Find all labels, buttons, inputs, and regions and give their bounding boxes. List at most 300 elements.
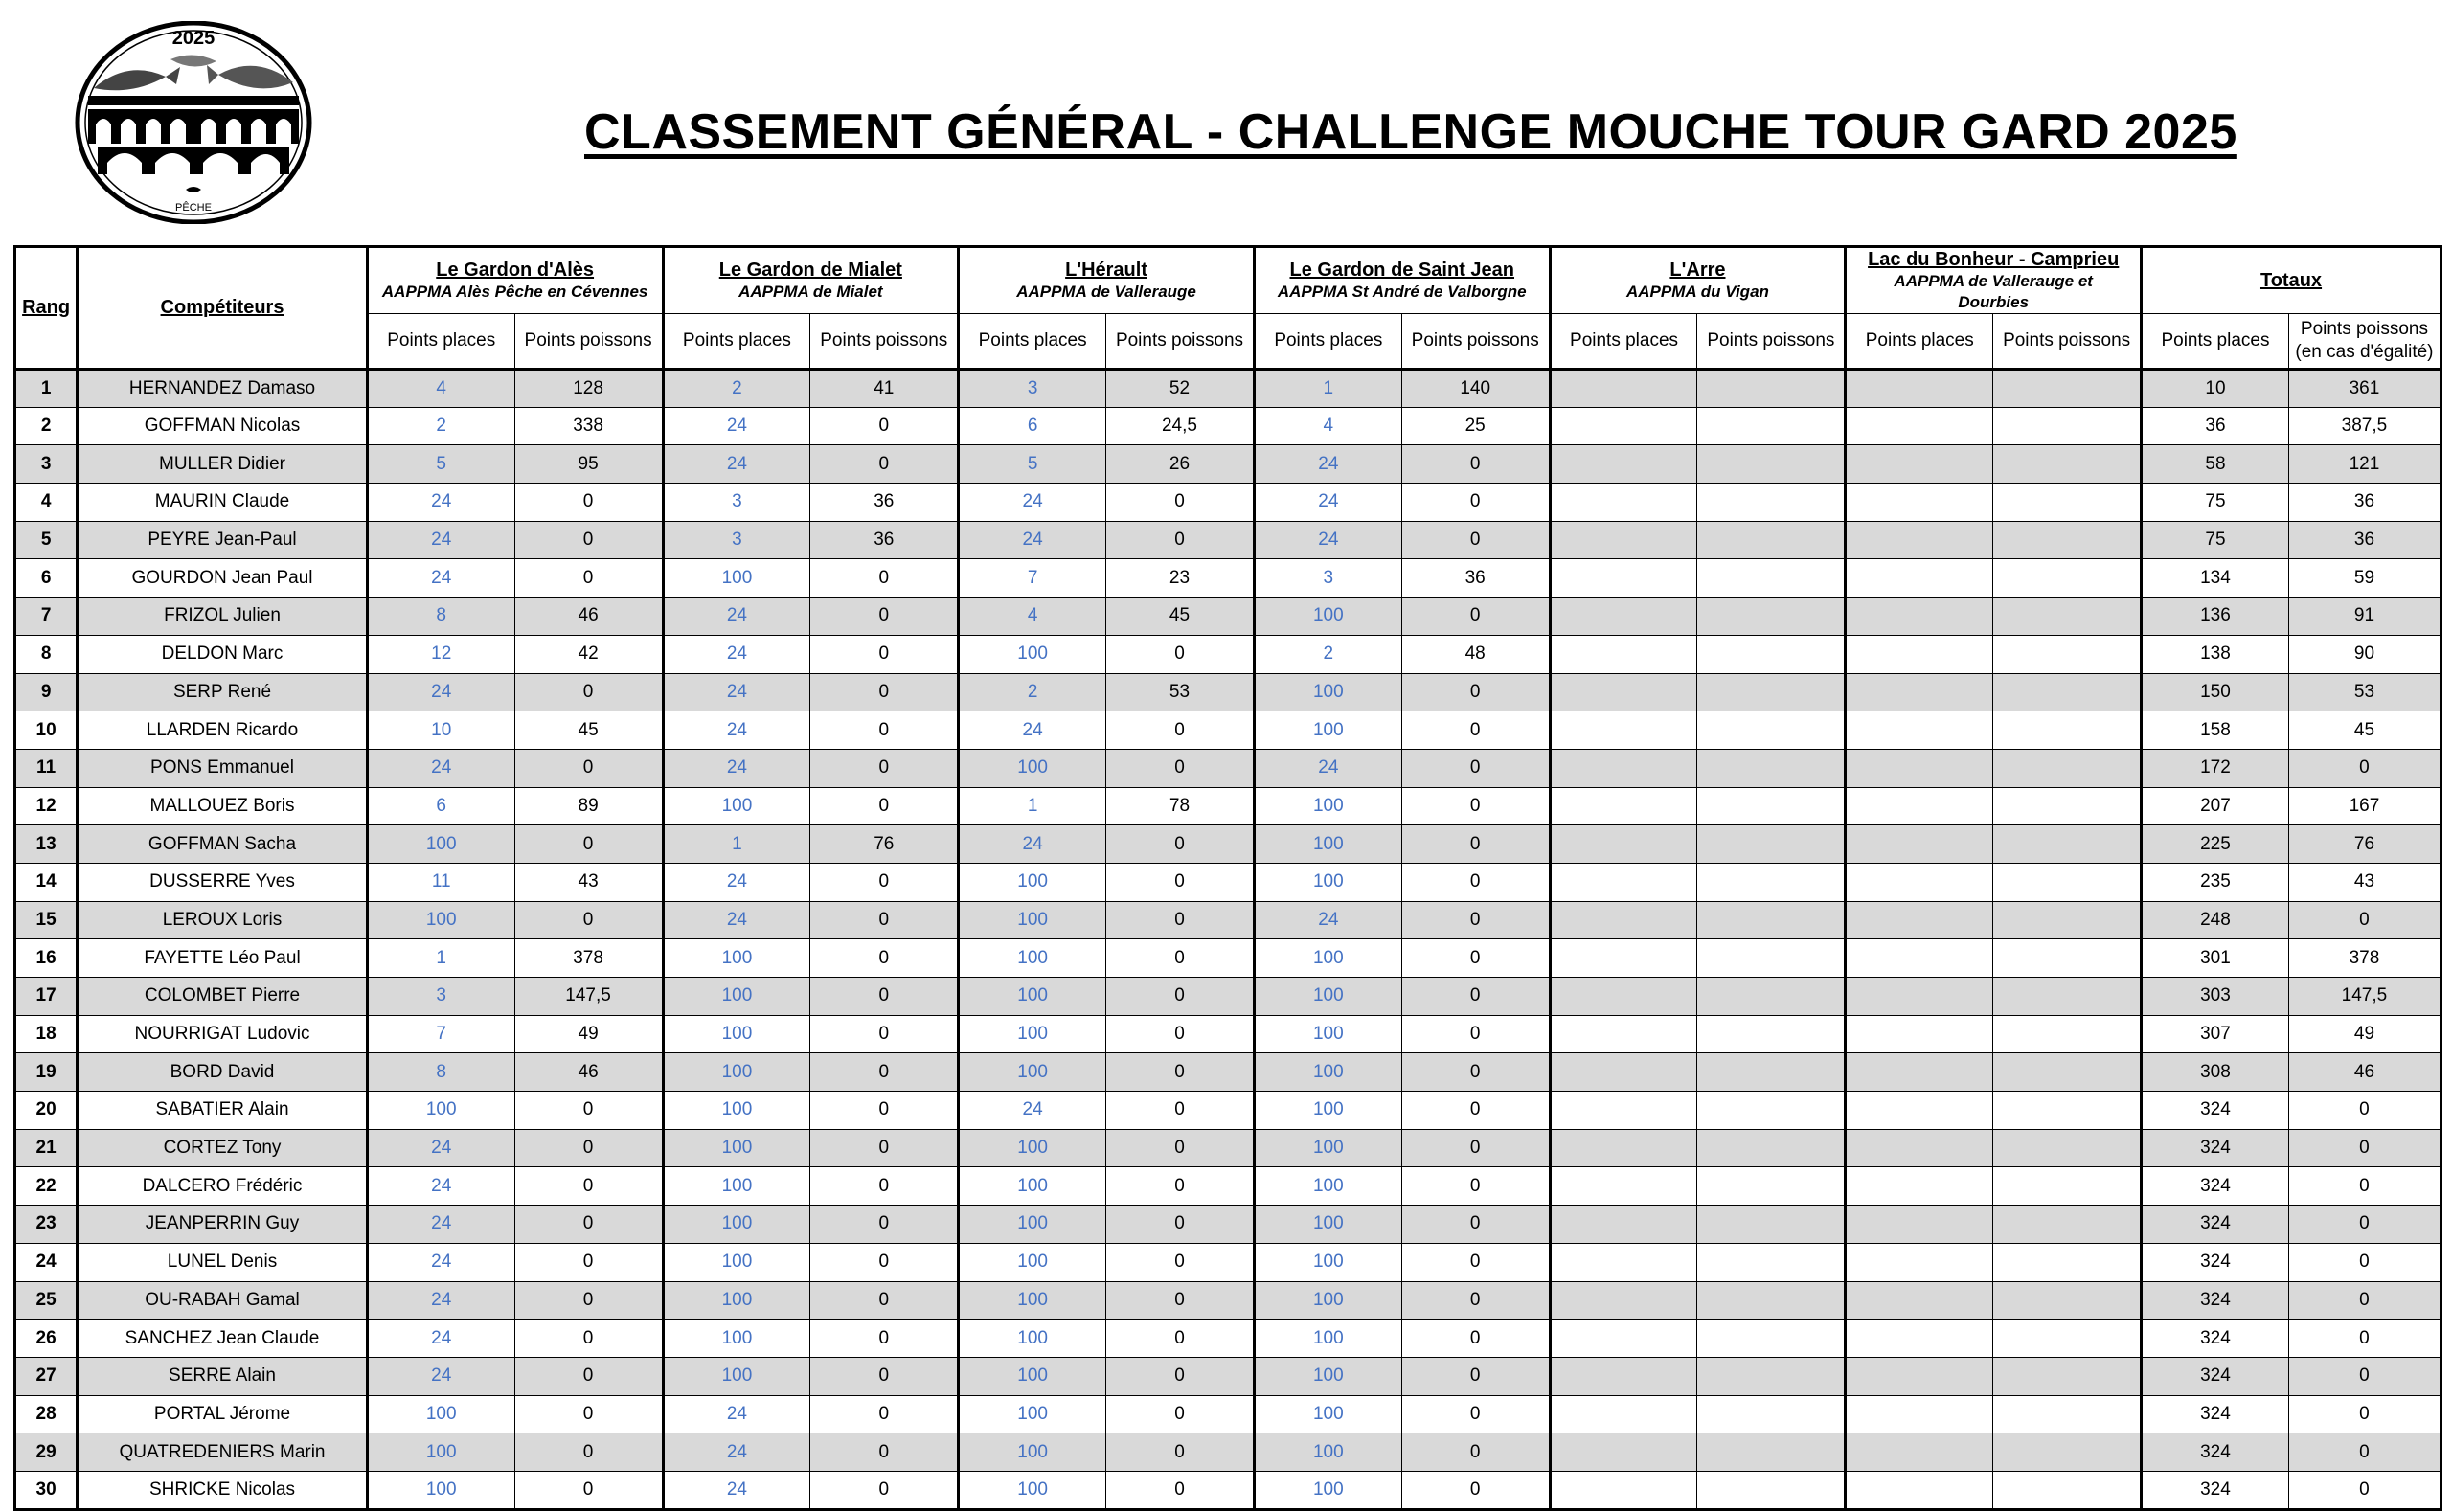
cell-points-poissons <box>1993 445 2142 484</box>
cell-points-poissons <box>1993 749 2142 787</box>
cell-points-poissons: 0 <box>514 1167 663 1206</box>
cell-competitor: MAURIN Claude <box>78 484 368 522</box>
table-row <box>15 370 2441 408</box>
cell-points-places <box>1550 825 1697 864</box>
table-row <box>15 825 2441 864</box>
cell-rank: 9 <box>15 673 78 711</box>
table-row <box>15 1357 2441 1395</box>
cell-rank: 12 <box>15 787 78 825</box>
cell-total-points-places: 10 <box>2142 370 2289 408</box>
cell-competitor: MALLOUEZ Boris <box>78 787 368 825</box>
cell-points-poissons <box>1993 1281 2142 1320</box>
cell-points-poissons: 46 <box>514 1053 663 1092</box>
cell-points-poissons <box>1993 1243 2142 1281</box>
cell-points-places: 100 <box>1254 939 1401 978</box>
cell-points-places <box>1846 1357 1993 1395</box>
cell-points-places: 100 <box>959 1206 1106 1244</box>
cell-points-poissons: 0 <box>1106 1053 1255 1092</box>
cell-points-poissons: 0 <box>514 1320 663 1358</box>
cell-points-poissons: 0 <box>1106 939 1255 978</box>
cell-points-places: 100 <box>663 939 810 978</box>
cell-points-places: 24 <box>367 749 514 787</box>
subheader-points-poissons: Points poissons <box>514 314 663 370</box>
cell-points-places <box>1550 484 1697 522</box>
cell-total-points-poissons: 0 <box>2288 1320 2441 1358</box>
cell-points-places: 100 <box>663 559 810 598</box>
cell-points-poissons: 147,5 <box>514 978 663 1016</box>
cell-points-poissons: 52 <box>1106 370 1255 408</box>
cell-total-points-poissons: 0 <box>2288 749 2441 787</box>
cell-rank: 11 <box>15 749 78 787</box>
cell-points-poissons: 0 <box>514 901 663 939</box>
table-row <box>15 484 2441 522</box>
cell-points-poissons: 0 <box>1401 1433 1550 1472</box>
cell-points-places: 24 <box>663 1433 810 1472</box>
cell-points-poissons: 0 <box>810 1053 959 1092</box>
cell-points-poissons: 140 <box>1401 370 1550 408</box>
cell-points-places: 100 <box>1254 863 1401 901</box>
cell-points-places: 24 <box>367 1206 514 1244</box>
cell-competitor: GOFFMAN Nicolas <box>78 407 368 445</box>
cell-rank: 26 <box>15 1320 78 1358</box>
cell-points-poissons: 0 <box>1106 1092 1255 1130</box>
cell-points-places: 2 <box>367 407 514 445</box>
cell-total-points-places: 324 <box>2142 1471 2289 1509</box>
logo-year: 2025 <box>171 28 216 49</box>
cell-total-points-places: 324 <box>2142 1129 2289 1167</box>
cell-points-poissons <box>1993 1129 2142 1167</box>
cell-rank: 23 <box>15 1206 78 1244</box>
cell-points-places <box>1846 1320 1993 1358</box>
cell-rank: 7 <box>15 598 78 636</box>
table-row <box>15 1433 2441 1472</box>
cell-competitor: PORTAL Jérome <box>78 1395 368 1433</box>
cell-points-poissons: 0 <box>1106 1395 1255 1433</box>
cell-points-places: 100 <box>367 825 514 864</box>
cell-points-poissons: 95 <box>514 445 663 484</box>
cell-points-poissons: 0 <box>514 1433 663 1472</box>
cell-points-poissons: 0 <box>810 1015 959 1053</box>
cell-points-places <box>1846 901 1993 939</box>
cell-points-poissons: 0 <box>810 1243 959 1281</box>
cell-total-points-poissons: 0 <box>2288 1433 2441 1472</box>
cell-points-poissons: 0 <box>514 1395 663 1433</box>
table-row <box>15 559 2441 598</box>
cell-points-poissons: 0 <box>514 749 663 787</box>
cell-points-poissons <box>1993 1015 2142 1053</box>
cell-rank: 6 <box>15 559 78 598</box>
cell-points-places: 1 <box>663 825 810 864</box>
cell-points-poissons: 53 <box>1106 673 1255 711</box>
cell-total-points-places: 324 <box>2142 1281 2289 1320</box>
cell-points-poissons: 0 <box>1401 1243 1550 1281</box>
cell-points-poissons: 0 <box>514 825 663 864</box>
cell-competitor: OU-RABAH Gamal <box>78 1281 368 1320</box>
cell-points-poissons: 0 <box>1106 1243 1255 1281</box>
cell-total-points-places: 36 <box>2142 407 2289 445</box>
subheader-total-points-places: Points places <box>2142 314 2289 370</box>
cell-total-points-places: 134 <box>2142 559 2289 598</box>
cell-total-points-poissons: 91 <box>2288 598 2441 636</box>
cell-points-places: 100 <box>1254 1243 1401 1281</box>
header-venue <box>959 247 1255 314</box>
cell-points-poissons: 0 <box>514 1243 663 1281</box>
cell-points-poissons <box>1993 635 2142 673</box>
cell-points-places <box>1550 1243 1697 1281</box>
cell-points-poissons: 0 <box>810 901 959 939</box>
cell-rank: 20 <box>15 1092 78 1130</box>
cell-rank: 24 <box>15 1243 78 1281</box>
cell-points-places: 100 <box>959 1129 1106 1167</box>
cell-points-poissons: 378 <box>514 939 663 978</box>
cell-points-poissons <box>1697 787 1846 825</box>
cell-points-places <box>1550 1206 1697 1244</box>
cell-points-places: 1 <box>1254 370 1401 408</box>
cell-points-poissons: 0 <box>1401 673 1550 711</box>
table-row <box>15 1053 2441 1092</box>
cell-competitor: JEANPERRIN Guy <box>78 1206 368 1244</box>
cell-points-poissons <box>1697 1433 1846 1472</box>
cell-points-places <box>1846 1167 1993 1206</box>
cell-points-poissons <box>1993 901 2142 939</box>
cell-points-poissons <box>1993 1471 2142 1509</box>
cell-total-points-poissons: 378 <box>2288 939 2441 978</box>
cell-points-poissons: 0 <box>514 1092 663 1130</box>
subheader-points-poissons: Points poissons <box>1401 314 1550 370</box>
cell-points-poissons <box>1697 939 1846 978</box>
cell-points-places <box>1846 787 1993 825</box>
cell-points-places <box>1846 1053 1993 1092</box>
cell-points-places: 6 <box>959 407 1106 445</box>
cell-points-poissons <box>1697 407 1846 445</box>
cell-rank: 18 <box>15 1015 78 1053</box>
cell-points-places <box>1550 787 1697 825</box>
cell-points-poissons: 0 <box>810 1092 959 1130</box>
cell-points-places <box>1846 1395 1993 1433</box>
cell-points-poissons: 0 <box>1401 1471 1550 1509</box>
cell-points-poissons <box>1993 863 2142 901</box>
cell-points-poissons: 89 <box>514 787 663 825</box>
cell-points-places: 100 <box>1254 673 1401 711</box>
header-venue <box>1254 247 1550 314</box>
cell-total-points-poissons: 76 <box>2288 825 2441 864</box>
cell-points-poissons: 36 <box>810 521 959 559</box>
cell-points-poissons <box>1993 484 2142 522</box>
cell-points-places: 3 <box>663 521 810 559</box>
cell-points-poissons: 0 <box>810 1395 959 1433</box>
cell-total-points-places: 324 <box>2142 1357 2289 1395</box>
cell-points-places <box>1846 673 1993 711</box>
cell-points-poissons: 0 <box>810 978 959 1016</box>
venue-org: AAPPMA du Vigan <box>1626 282 1769 301</box>
cell-total-points-poissons: 147,5 <box>2288 978 2441 1016</box>
cell-competitor: SHRICKE Nicolas <box>78 1471 368 1509</box>
venue-name: Le Gardon de Saint Jean <box>1289 260 1515 281</box>
cell-points-places: 24 <box>959 711 1106 750</box>
cell-points-places <box>1550 521 1697 559</box>
cell-competitor: PEYRE Jean-Paul <box>78 521 368 559</box>
cell-points-poissons: 0 <box>810 1357 959 1395</box>
cell-points-poissons: 36 <box>810 484 959 522</box>
cell-points-places: 24 <box>663 863 810 901</box>
cell-competitor: NOURRIGAT Ludovic <box>78 1015 368 1053</box>
cell-points-places: 24 <box>1254 484 1401 522</box>
cell-points-poissons <box>1993 711 2142 750</box>
cell-points-poissons <box>1993 1206 2142 1244</box>
cell-rank: 4 <box>15 484 78 522</box>
cell-points-places: 100 <box>367 1092 514 1130</box>
table-row <box>15 863 2441 901</box>
cell-points-poissons: 0 <box>1401 1167 1550 1206</box>
cell-points-poissons: 0 <box>810 407 959 445</box>
venue-org: AAPPMA de Vallerauge <box>1016 282 1196 301</box>
venue-org: AAPPMA Alès Pêche en Cévennes <box>381 282 648 301</box>
cell-points-places <box>1550 445 1697 484</box>
cell-rank: 25 <box>15 1281 78 1320</box>
cell-total-points-places: 324 <box>2142 1167 2289 1206</box>
cell-competitor: LLARDEN Ricardo <box>78 711 368 750</box>
cell-points-poissons: 0 <box>514 521 663 559</box>
cell-points-poissons <box>1993 1320 2142 1358</box>
cell-points-places <box>1846 559 1993 598</box>
cell-total-points-places: 75 <box>2142 521 2289 559</box>
cell-points-poissons <box>1697 1357 1846 1395</box>
cell-points-poissons: 0 <box>810 559 959 598</box>
cell-points-places: 100 <box>959 635 1106 673</box>
cell-points-poissons <box>1697 825 1846 864</box>
cell-points-poissons: 25 <box>1401 407 1550 445</box>
cell-points-places: 100 <box>959 1433 1106 1472</box>
cell-total-points-poissons: 167 <box>2288 787 2441 825</box>
cell-points-poissons: 338 <box>514 407 663 445</box>
cell-points-places <box>1550 711 1697 750</box>
cell-total-points-places: 136 <box>2142 598 2289 636</box>
cell-rank: 17 <box>15 978 78 1016</box>
cell-points-places: 7 <box>367 1015 514 1053</box>
cell-points-places: 24 <box>663 407 810 445</box>
cell-points-poissons: 0 <box>514 1206 663 1244</box>
cell-points-poissons: 0 <box>810 1167 959 1206</box>
venue-org: AAPPMA St André de Valborgne <box>1277 282 1527 301</box>
cell-points-places: 2 <box>1254 635 1401 673</box>
cell-total-points-places: 225 <box>2142 825 2289 864</box>
cell-points-places <box>1846 711 1993 750</box>
cell-points-poissons: 78 <box>1106 787 1255 825</box>
cell-points-places: 100 <box>959 1395 1106 1433</box>
cell-points-places: 24 <box>367 1129 514 1167</box>
cell-points-places: 100 <box>663 1243 810 1281</box>
cell-points-places <box>1846 863 1993 901</box>
cell-points-places <box>1846 1092 1993 1130</box>
table-header <box>15 247 2441 370</box>
cell-points-poissons: 0 <box>810 939 959 978</box>
cell-points-poissons: 0 <box>810 1281 959 1320</box>
cell-points-poissons: 0 <box>1401 901 1550 939</box>
cell-points-places: 100 <box>1254 1357 1401 1395</box>
ranking-table <box>13 245 2442 1511</box>
header-venue <box>663 247 959 314</box>
cell-points-places: 3 <box>1254 559 1401 598</box>
cell-points-poissons <box>1697 1281 1846 1320</box>
cell-points-poissons <box>1993 1357 2142 1395</box>
cell-points-places <box>1846 1206 1993 1244</box>
cell-points-places: 24 <box>663 1471 810 1509</box>
cell-points-poissons <box>1697 1167 1846 1206</box>
cell-points-places <box>1550 635 1697 673</box>
cell-points-places: 24 <box>1254 445 1401 484</box>
cell-total-points-places: 248 <box>2142 901 2289 939</box>
cell-points-places <box>1550 1129 1697 1167</box>
cell-points-places: 24 <box>663 711 810 750</box>
cell-points-poissons <box>1697 978 1846 1016</box>
cell-points-places: 100 <box>959 1320 1106 1358</box>
cell-points-places: 100 <box>959 1357 1106 1395</box>
cell-total-points-poissons: 0 <box>2288 1471 2441 1509</box>
cell-points-poissons: 0 <box>1401 1129 1550 1167</box>
cell-points-poissons <box>1697 559 1846 598</box>
cell-points-places: 100 <box>663 1053 810 1092</box>
cell-points-places: 1 <box>367 939 514 978</box>
cell-points-poissons: 0 <box>514 559 663 598</box>
header-totals <box>2142 247 2441 314</box>
cell-rank: 29 <box>15 1433 78 1472</box>
cell-total-points-poissons: 121 <box>2288 445 2441 484</box>
cell-points-places: 100 <box>663 787 810 825</box>
cell-points-places: 100 <box>959 1281 1106 1320</box>
cell-points-places: 100 <box>367 1471 514 1509</box>
cell-points-poissons: 0 <box>1106 1281 1255 1320</box>
cell-total-points-places: 301 <box>2142 939 2289 978</box>
cell-points-places: 100 <box>1254 1471 1401 1509</box>
cell-points-poissons: 76 <box>810 825 959 864</box>
cell-points-poissons: 0 <box>1401 1053 1550 1092</box>
venue-name: L'Arre <box>1669 260 1726 281</box>
cell-points-places: 5 <box>959 445 1106 484</box>
table-row <box>15 1281 2441 1320</box>
cell-points-places: 100 <box>663 1092 810 1130</box>
cell-points-poissons: 0 <box>810 787 959 825</box>
cell-points-places: 100 <box>959 1167 1106 1206</box>
cell-points-poissons <box>1697 1320 1846 1358</box>
cell-points-poissons: 0 <box>1401 711 1550 750</box>
table-row <box>15 1129 2441 1167</box>
cell-points-places <box>1550 1015 1697 1053</box>
cell-competitor: DALCERO Frédéric <box>78 1167 368 1206</box>
venue-name: L'Hérault <box>1065 260 1147 281</box>
cell-points-places: 3 <box>663 484 810 522</box>
header-venue <box>1846 247 2142 314</box>
table-row <box>15 1015 2441 1053</box>
cell-points-poissons: 0 <box>810 1471 959 1509</box>
cell-points-poissons: 46 <box>514 598 663 636</box>
cell-points-places: 4 <box>367 370 514 408</box>
cell-points-places: 3 <box>959 370 1106 408</box>
cell-points-poissons <box>1697 863 1846 901</box>
cell-points-places: 100 <box>1254 1015 1401 1053</box>
cell-points-poissons: 128 <box>514 370 663 408</box>
cell-points-poissons: 0 <box>1401 1092 1550 1130</box>
cell-points-poissons <box>1993 370 2142 408</box>
cell-points-places <box>1550 901 1697 939</box>
cell-points-places: 24 <box>367 1281 514 1320</box>
cell-competitor: QUATREDENIERS Marin <box>78 1433 368 1472</box>
cell-points-places <box>1846 749 1993 787</box>
cell-points-places: 3 <box>367 978 514 1016</box>
cell-points-places: 24 <box>959 484 1106 522</box>
cell-points-poissons: 42 <box>514 635 663 673</box>
header-venue <box>367 247 663 314</box>
cell-points-poissons: 0 <box>810 749 959 787</box>
table-row <box>15 901 2441 939</box>
venue-org: AAPPMA de Mialet <box>738 282 883 301</box>
cell-points-places: 6 <box>367 787 514 825</box>
cell-competitor: LUNEL Denis <box>78 1243 368 1281</box>
cell-competitor: GOURDON Jean Paul <box>78 559 368 598</box>
cell-points-places: 100 <box>367 901 514 939</box>
cell-points-places: 100 <box>1254 1053 1401 1092</box>
cell-points-places: 24 <box>367 559 514 598</box>
cell-points-poissons: 0 <box>1106 1320 1255 1358</box>
cell-points-poissons: 0 <box>1401 787 1550 825</box>
table-row <box>15 1320 2441 1358</box>
cell-competitor: SERP René <box>78 673 368 711</box>
cell-points-places <box>1846 635 1993 673</box>
cell-competitor: COLOMBET Pierre <box>78 978 368 1016</box>
cell-total-points-places: 150 <box>2142 673 2289 711</box>
cell-points-poissons: 0 <box>810 598 959 636</box>
cell-points-places: 24 <box>959 1092 1106 1130</box>
cell-points-places: 100 <box>367 1395 514 1433</box>
cell-total-points-places: 207 <box>2142 787 2289 825</box>
cell-points-poissons: 26 <box>1106 445 1255 484</box>
cell-rank: 3 <box>15 445 78 484</box>
totals-label: Totaux <box>2259 270 2323 291</box>
subheader-points-places: Points places <box>1550 314 1697 370</box>
cell-competitor: PONS Emmanuel <box>78 749 368 787</box>
cell-points-places: 100 <box>367 1433 514 1472</box>
cell-total-points-poissons: 0 <box>2288 1092 2441 1130</box>
cell-points-poissons: 0 <box>1401 445 1550 484</box>
cell-points-poissons <box>1993 559 2142 598</box>
cell-points-places: 8 <box>367 1053 514 1092</box>
cell-points-places <box>1846 407 1993 445</box>
cell-points-places <box>1550 1281 1697 1320</box>
cell-points-poissons: 0 <box>810 711 959 750</box>
cell-points-poissons: 0 <box>1106 1167 1255 1206</box>
cell-total-points-places: 58 <box>2142 445 2289 484</box>
cell-points-places: 100 <box>663 1206 810 1244</box>
cell-competitor: SANCHEZ Jean Claude <box>78 1320 368 1358</box>
cell-points-places: 100 <box>959 939 1106 978</box>
cell-points-places: 100 <box>1254 1206 1401 1244</box>
cell-points-poissons: 23 <box>1106 559 1255 598</box>
cell-total-points-poissons: 0 <box>2288 1395 2441 1433</box>
cell-points-poissons: 0 <box>810 635 959 673</box>
cell-points-poissons <box>1993 825 2142 864</box>
cell-points-places <box>1846 598 1993 636</box>
cell-competitor: FRIZOL Julien <box>78 598 368 636</box>
cell-points-places: 24 <box>367 1357 514 1395</box>
cell-points-places <box>1550 1471 1697 1509</box>
cell-total-points-poissons: 0 <box>2288 1206 2441 1244</box>
cell-total-points-poissons: 361 <box>2288 370 2441 408</box>
cell-rank: 8 <box>15 635 78 673</box>
cell-rank: 10 <box>15 711 78 750</box>
subheader-points-places: Points places <box>1254 314 1401 370</box>
cell-points-poissons <box>1993 407 2142 445</box>
cell-points-poissons: 0 <box>1401 598 1550 636</box>
cell-total-points-places: 303 <box>2142 978 2289 1016</box>
